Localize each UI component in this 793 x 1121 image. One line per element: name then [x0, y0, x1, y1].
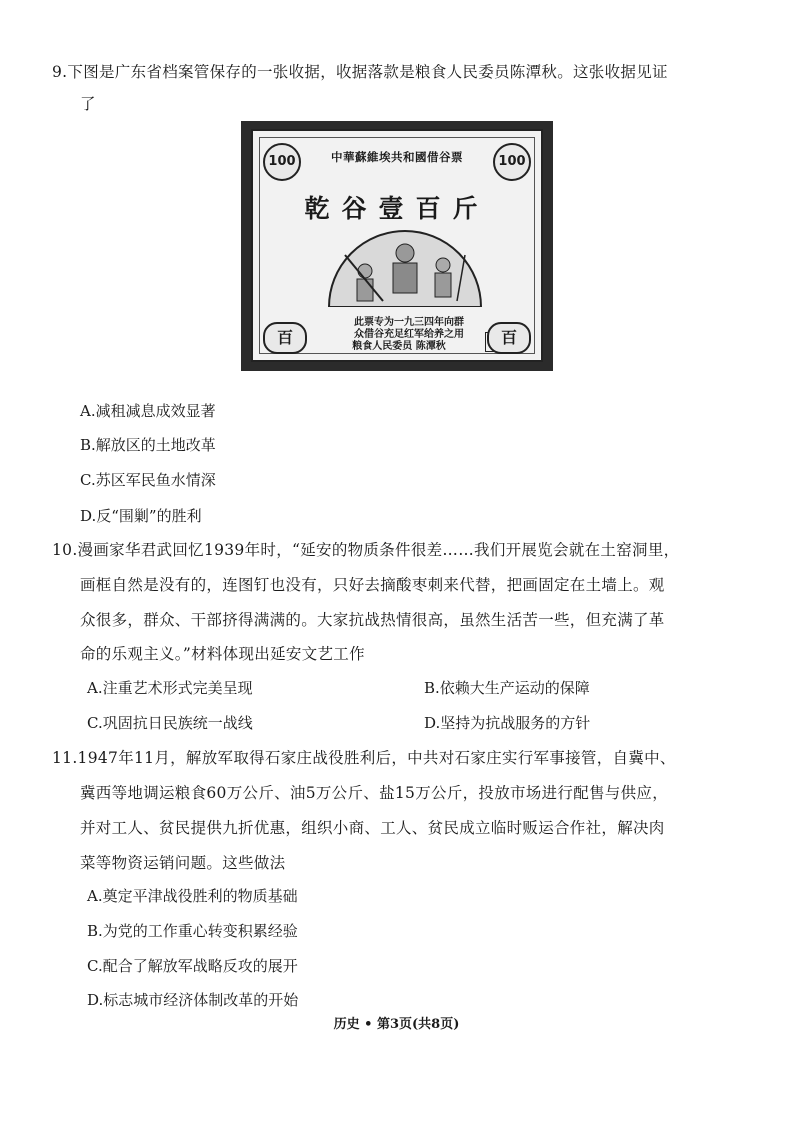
- q9-stem-line-1: 9.下图是广东省档案管保存的一张收据，收据落款是粮食人民委员陈潭秋。这张收据见证: [52, 63, 668, 81]
- q11-stem-line-4: 菜等物资运销问题。这些做法: [80, 854, 286, 872]
- page-footer: 历史 • 第3页(共8页): [333, 1017, 460, 1032]
- receipt-signature: 粮食人民委员 陈潭秋: [352, 341, 446, 352]
- q11-stem-line-3: 并对工人、贫民提供九折优惠，组织小商、工人、贫民成立临时贩运合作社，解决肉: [80, 819, 665, 837]
- receipt-amount: 乾谷壹百斤: [304, 194, 490, 223]
- q10-option-d[interactable]: D.坚持为抗战服务的方针: [424, 714, 591, 732]
- q9-option-a[interactable]: A.减租减息成效显著: [80, 402, 216, 420]
- receipt-paper: [251, 129, 543, 362]
- receipt-badge-right: 100: [493, 143, 531, 181]
- q10-stem-line-2: 画框自然是没有的，连图钉也没有，只好去摘酸枣刺来代替，把画固定在土墙上。观: [80, 576, 665, 594]
- receipt-note-line-2: 众借谷充足红军给养之用: [354, 329, 464, 340]
- q11-stem-line-1: 11.1947年11月，解放军取得石家庄战役胜利后，中共对石家庄实行军事接管，自冀中、: [52, 749, 676, 767]
- q10-stem-line-1: 10.漫画家华君武回忆1939年时，“延安的物质条件很差……我们开展览会就在土窑洞里，: [52, 541, 680, 559]
- q11-option-b[interactable]: B.为党的工作重心转变积累经验: [87, 922, 298, 940]
- q11-option-d[interactable]: D.标志城市经济体制改革的开始: [87, 991, 299, 1009]
- grain-loan-receipt-image: [241, 121, 553, 371]
- receipt-note-line-1: 此票专为一九三四年向群: [354, 317, 464, 328]
- receipt-corner-right: 百: [487, 322, 531, 354]
- q10-stem-line-3: 众很多，群众、干部挤得满满的。大家抗战热情很高，虽然生活苦一些，但充满了革: [80, 611, 665, 629]
- q10-option-b[interactable]: B.依赖大生产运动的保障: [424, 679, 590, 697]
- q9-option-b[interactable]: B.解放区的土地改革: [80, 436, 216, 454]
- receipt-corner-left: 百: [263, 322, 307, 354]
- q9-stem-line-2: 了: [80, 95, 96, 113]
- q11-stem-line-2: 冀西等地调运粮食60万公斤、油5万公斤、盐15万公斤，投放市场进行配售与供应，: [80, 784, 669, 802]
- q9-option-c[interactable]: C.苏区军民鱼水情深: [80, 471, 216, 489]
- q9-option-d[interactable]: D.反“围剿”的胜利: [80, 507, 202, 525]
- q10-option-c[interactable]: C.巩固抗日民族统一战线: [87, 714, 253, 732]
- q11-option-c[interactable]: C.配合了解放军战略反攻的展开: [87, 957, 298, 975]
- receipt-soldier-illustration: [325, 225, 485, 307]
- receipt-badge-left: 100: [263, 143, 301, 181]
- q10-option-a[interactable]: A.注重艺术形式完美呈现: [87, 679, 253, 697]
- q10-stem-line-4: 命的乐观主义。”材料体现出延安文艺工作: [80, 645, 365, 663]
- q11-option-a[interactable]: A.奠定平津战役胜利的物质基础: [87, 887, 298, 905]
- receipt-title: 中華蘇維埃共和國借谷票: [331, 150, 463, 164]
